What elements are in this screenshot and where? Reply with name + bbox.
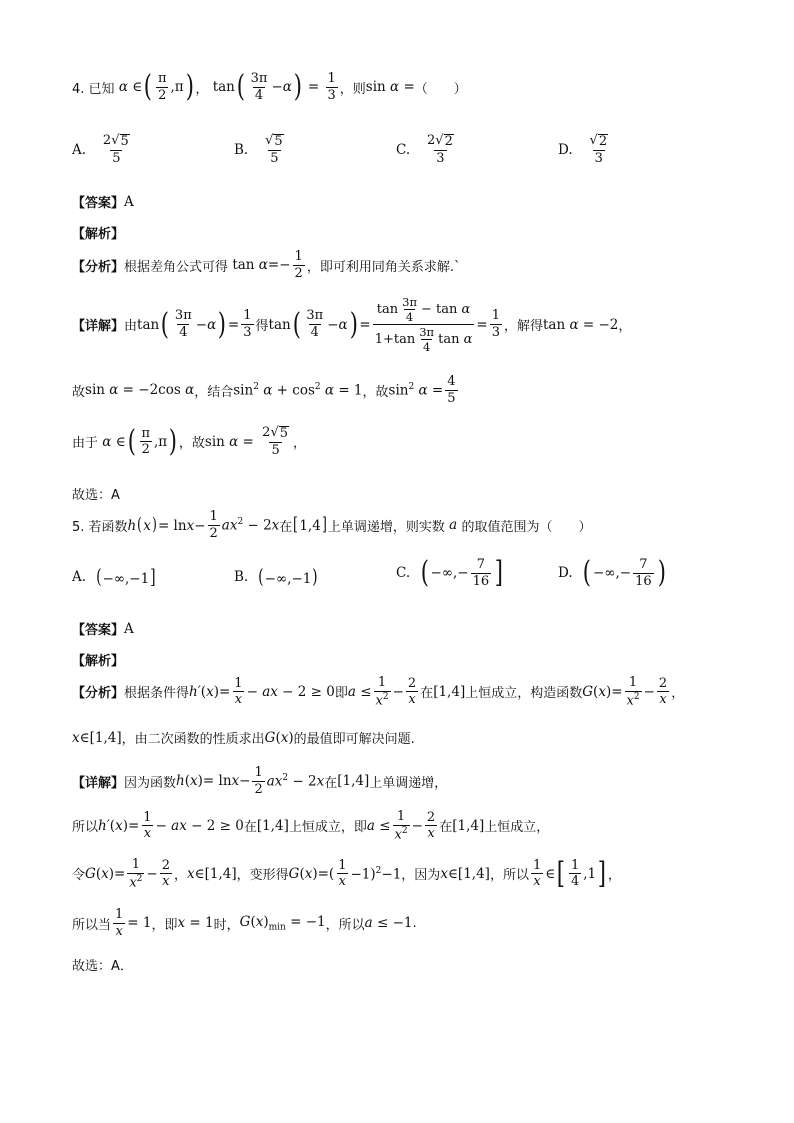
- q4-option-a[interactable]: A. 2 √ 5 5: [72, 133, 129, 166]
- q4-choice: 故选：A: [72, 488, 120, 503]
- q5-stem: 5. 若函数 h(x)= lnx− $\frac{1}{2}$ $ax^2 - 2x$ 在 [1,4] 上单调递增，则实数 a 的取值范围为（ ）: [72, 509, 592, 541]
- q5-analysis-heading: 【解析】: [72, 654, 125, 669]
- q5-xiangjie-line3: 令 G(x)= $\frac{1}{x^2}$ − $\frac{2}{x}$ ， x∈[1,4] ，变形得 G(x)=( $\frac{1}{x}$ −1)$^2$−1 ，因为 x∈[1,4] ，所以 $\frac{1}{x}$ ∈ [ $\frac{1}{4}$ ,1 ] ，: [72, 855, 621, 891]
- q4-answer: 【答案】 A: [72, 193, 134, 211]
- q5-answer: 【答案】 A: [72, 620, 134, 638]
- q4-option-b[interactable]: B. √ 5 5: [234, 133, 283, 166]
- q4-xiangjie-line1: 【详解】 由 tan ( $\frac{3\pi}{4}$ − α ) = $\frac{1}{3}$ 得 tan ( $\frac{3\pi}{4}$ − α ) = tan $\frac{3\pi}{4}$ − tan α 1+tan $\frac{3\pi}{4}$ tan α = $\frac{1}{3}$ ，解得 tan α = −2 ，: [72, 295, 632, 355]
- q4-option-c[interactable]: C. 2 √ 2 3: [396, 133, 453, 166]
- q5-xiangjie-line4: 所以当 $\frac{1}{x}$ = 1 ，即 x = 1 时， $G(x)_{min} = -1$ ，所以 a ≤ −1 .: [72, 907, 417, 939]
- q5-choice: 故选：A．: [72, 959, 133, 974]
- q5-xiangjie-line2: 所以 h′(x)= $\frac{1}{x}$ − ax − 2 ≥ 0 在 [1,4] 上恒成立，即 a ≤ $\frac{1}{x^2}$ − $\frac{2}{x}$ 在 [1,4] 上恒成立，: [72, 809, 550, 842]
- q4-option-d[interactable]: D. √ 2 3: [558, 133, 608, 166]
- q4-analysis-heading: 【解析】: [72, 227, 125, 242]
- q4-fenxi: 【分析】 根据差角公式可得 tan α=− $\frac{1}{2}$ ，即可利用同角关系求解.`: [72, 249, 461, 281]
- q5-fenxi-line2: x∈[1,4] ，由二次函数的性质求出 G(x) 的最值即可解决问题.: [72, 729, 415, 747]
- q5-option-d[interactable]: D. ( −∞,− $\frac{7}{16}$ ): [558, 555, 666, 591]
- q4-blank: （ ）: [414, 81, 467, 97]
- q4-stem-intro: 4. 已知: [72, 81, 115, 97]
- q5-xiangjie-line1: 【详解】 因为函数 h(x)= lnx− $\frac{1}{2}$ $ax^2 - 2x$ 在 [1,4] 上单调递增，: [72, 765, 448, 797]
- q4-xiangjie-line2: 故 sin α = −2cos α ，结合 $\sin^2 \alpha + \cos^2 \alpha = 1$ ，故 $\sin^2 \alpha$ = $\frac{4}{5}$: [72, 374, 456, 406]
- q4-xiangjie-line3: 由于 α ∈ ( $\frac{\pi}{2}$ ,π ) ，故 sin α = 2 √ 5 5 ，: [72, 423, 307, 459]
- q5-option-b[interactable]: B. (−∞,−1): [234, 564, 319, 588]
- q5-stem-tail: 的取值范围为（ ）: [461, 519, 592, 535]
- q5-option-a[interactable]: A. (−∞,−1]: [72, 564, 156, 588]
- q5-fenxi-line1: 【分析】 根据条件得 h′(x)= $\frac{1}{x}$ − ax − 2 ≥ 0 即 a ≤ $\frac{1}{x^2}$ − $\frac{2}{x}$ 在 [1,4] 上恒成立，构造函数 G(x)= $\frac{1}{x^2}$ − $\frac{2}{x}$ ，: [72, 675, 685, 708]
- q4-stem: 4. 已知 α ∈ ( $\frac{\pi}{2}$ ,π ) ， tan ( $\frac{3\pi}{4}$ − α ) = $\frac{1}{3}$ ，则 sin α = （ ）: [72, 69, 467, 105]
- q5-option-c[interactable]: C. ( −∞,− $\frac{7}{16}$ ]: [396, 555, 504, 591]
